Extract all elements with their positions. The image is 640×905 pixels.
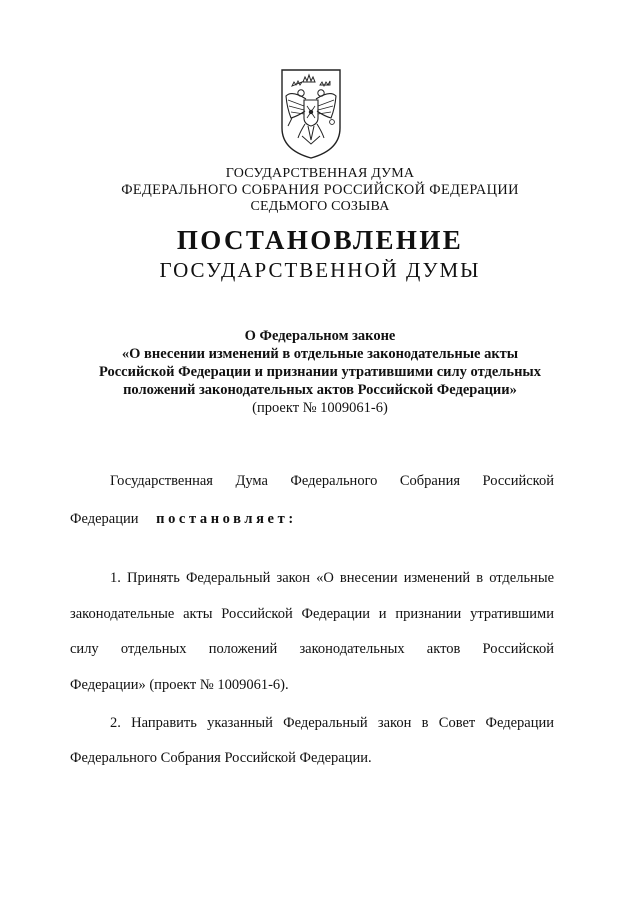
about-line-2: «О внесении изменений в отдельные законодательные акты bbox=[121, 346, 519, 362]
header-line-convocation: СЕДЬМОГО СОЗЫВА bbox=[250, 199, 390, 214]
document-title: ПОСТАНОВЛЕНИЕ bbox=[176, 225, 464, 255]
about-line-3: Российской Федерации и признании утратившими силу отдельных bbox=[98, 364, 542, 380]
item-1-line-2: законодательные акты Российской Федерации и признании утратившими bbox=[70, 606, 554, 622]
preamble-resolves: постановляет: bbox=[156, 511, 297, 527]
preamble-line-1: Государственная Дума Федерального Собрания Российской bbox=[110, 473, 554, 489]
about-line-4: положений законодательных актов Российской Федерации» bbox=[123, 382, 517, 398]
item-2-line-1: 2. Направить указанный Федеральный закон в Совет Федерации bbox=[110, 715, 554, 731]
preamble-federation: Федерации bbox=[70, 511, 139, 527]
header-line-duma: ГОСУДАРСТВЕННАЯ ДУМА bbox=[225, 166, 415, 181]
item-1-line-3: силу отдельных положений законодательных актов Российской bbox=[70, 641, 554, 657]
about-line-1: О Федеральном законе bbox=[244, 328, 396, 344]
item-2-line-2: Федерального Собрания Российской Федерации. bbox=[70, 750, 372, 766]
header-line-assembly: ФЕДЕРАЛЬНОГО СОБРАНИЯ РОССИЙСКОЙ ФЕДЕРАЦИИ bbox=[121, 182, 519, 198]
project-number: (проект № 1009061-6) bbox=[252, 400, 388, 416]
coat-of-arms-icon bbox=[278, 66, 344, 160]
item-1-line-1: 1. Принять Федеральный закон «О внесении изменений в отдельные bbox=[110, 570, 554, 586]
item-1-line-4: Федерации» (проект № 1009061-6). bbox=[70, 677, 289, 693]
preamble-line-2 bbox=[70, 510, 554, 528]
document-subtitle: ГОСУДАРСТВЕННОЙ ДУМЫ bbox=[159, 258, 481, 282]
